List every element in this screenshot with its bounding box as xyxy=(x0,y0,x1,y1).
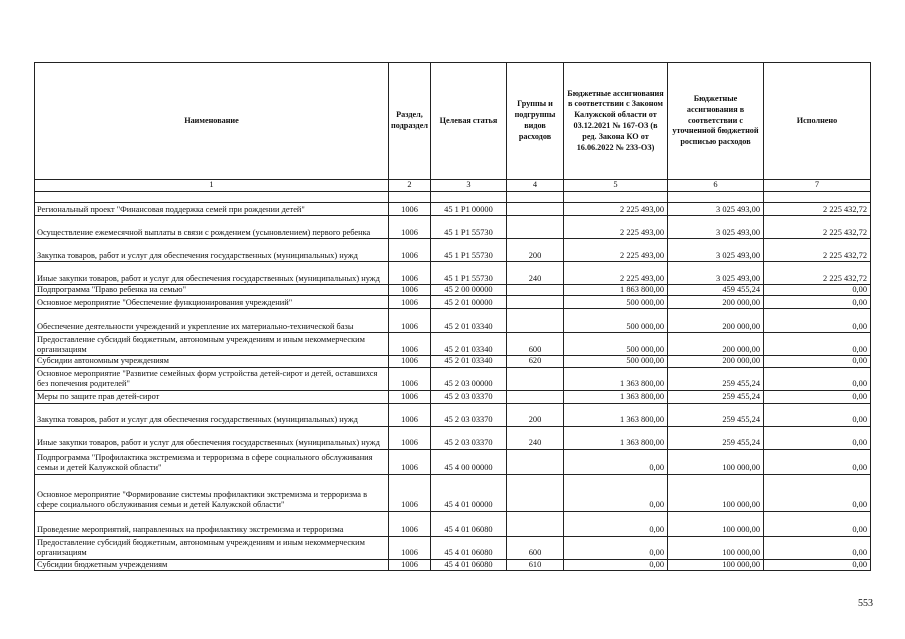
table-row xyxy=(35,367,871,390)
cell-law-allocation: 0,00 xyxy=(564,536,668,559)
cell-target: 45 4 00 00000 xyxy=(431,449,507,474)
cell-target: 45 2 01 03340 xyxy=(431,309,507,333)
spacer-cell xyxy=(564,192,668,203)
table-row xyxy=(35,296,871,309)
cell-group xyxy=(507,285,564,296)
cell-target: 45 4 01 00000 xyxy=(431,474,507,511)
cell-refined-allocation: 3 025 493,00 xyxy=(668,262,764,285)
spacer-cell xyxy=(668,192,764,203)
cell-section: 1006 xyxy=(389,511,431,536)
cell-refined-allocation: 100 000,00 xyxy=(668,559,764,570)
table-row xyxy=(35,449,871,474)
table-row xyxy=(35,203,871,216)
cell-group: 620 xyxy=(507,356,564,367)
cell-name: Осуществление ежемесячной выплаты в связи с рождением (усыновлением) первого ребенка xyxy=(35,216,389,239)
header-refined-allocation: Бюджетные ассигнования в соответствии с уточненной бюджетной росписью расходов xyxy=(668,63,764,180)
cell-name: Основное мероприятие "Развитие семейных форм устройства детей-сирот и детей, оставшихся без попечения родителей" xyxy=(35,367,389,390)
cell-target: 45 1 P1 55730 xyxy=(431,262,507,285)
table-row xyxy=(35,262,871,285)
cell-group xyxy=(507,390,564,403)
cell-target: 45 2 00 00000 xyxy=(431,285,507,296)
cell-section: 1006 xyxy=(389,309,431,333)
cell-refined-allocation: 259 455,24 xyxy=(668,403,764,426)
spacer-cell xyxy=(431,192,507,203)
cell-name: Закупка товаров, работ и услуг для обеспечения государственных (муниципальных) нужд xyxy=(35,403,389,426)
cell-refined-allocation: 3 025 493,00 xyxy=(668,216,764,239)
cell-name: Основное мероприятие "Формирование системы профилактики экстремизма и терроризма в сфере социального обслуживания семьи и детей Калужской области" xyxy=(35,474,389,511)
cell-target: 45 1 P1 55730 xyxy=(431,239,507,262)
cell-refined-allocation: 100 000,00 xyxy=(668,449,764,474)
cell-name: Иные закупки товаров, работ и услуг для обеспечения государственных (муниципальных) нужд xyxy=(35,262,389,285)
cell-name: Иные закупки товаров, работ и услуг для обеспечения государственных (муниципальных) нужд xyxy=(35,426,389,449)
cell-executed: 0,00 xyxy=(764,511,871,536)
table-row xyxy=(35,536,871,559)
cell-name: Региональный проект "Финансовая поддержка семей при рождении детей" xyxy=(35,203,389,216)
cell-refined-allocation: 3 025 493,00 xyxy=(668,203,764,216)
column-number: 3 xyxy=(431,180,507,192)
cell-law-allocation: 500 000,00 xyxy=(564,309,668,333)
spacer-cell xyxy=(35,192,389,203)
cell-executed: 0,00 xyxy=(764,474,871,511)
cell-target: 45 2 03 00000 xyxy=(431,367,507,390)
cell-refined-allocation: 200 000,00 xyxy=(668,296,764,309)
cell-name: Подпрограмма "Право ребенка на семью" xyxy=(35,285,389,296)
cell-law-allocation: 1 863 800,00 xyxy=(564,285,668,296)
spacer-cell xyxy=(764,192,871,203)
cell-law-allocation: 500 000,00 xyxy=(564,333,668,356)
cell-section: 1006 xyxy=(389,239,431,262)
cell-executed: 0,00 xyxy=(764,333,871,356)
cell-target: 45 2 01 03340 xyxy=(431,333,507,356)
cell-target: 45 1 P1 55730 xyxy=(431,216,507,239)
cell-law-allocation: 2 225 493,00 xyxy=(564,239,668,262)
spacer-cell xyxy=(389,192,431,203)
cell-executed: 0,00 xyxy=(764,390,871,403)
cell-law-allocation: 1 363 800,00 xyxy=(564,403,668,426)
cell-refined-allocation: 259 455,24 xyxy=(668,390,764,403)
cell-target: 45 2 03 03370 xyxy=(431,403,507,426)
column-number: 7 xyxy=(764,180,871,192)
cell-executed: 0,00 xyxy=(764,296,871,309)
column-number: 2 xyxy=(389,180,431,192)
cell-law-allocation: 0,00 xyxy=(564,449,668,474)
column-number-row xyxy=(35,180,871,192)
table-row xyxy=(35,426,871,449)
cell-name: Подпрограмма "Профилактика экстремизма и терроризма в сфере социального обслуживания семьи и детей Калужской области" xyxy=(35,449,389,474)
cell-law-allocation: 0,00 xyxy=(564,559,668,570)
cell-target: 45 1 P1 00000 xyxy=(431,203,507,216)
cell-refined-allocation: 259 455,24 xyxy=(668,426,764,449)
table-row xyxy=(35,356,871,367)
table-row xyxy=(35,559,871,570)
table-row xyxy=(35,333,871,356)
budget-table xyxy=(34,62,871,571)
header-target: Целевая статья xyxy=(431,63,507,180)
cell-section: 1006 xyxy=(389,216,431,239)
cell-section: 1006 xyxy=(389,390,431,403)
cell-target: 45 2 03 03370 xyxy=(431,390,507,403)
cell-section: 1006 xyxy=(389,296,431,309)
cell-law-allocation: 1 363 800,00 xyxy=(564,426,668,449)
cell-group xyxy=(507,216,564,239)
cell-refined-allocation: 459 455,24 xyxy=(668,285,764,296)
cell-refined-allocation: 100 000,00 xyxy=(668,536,764,559)
header-section: Раздел, подраздел xyxy=(389,63,431,180)
header-name: Наименование xyxy=(35,63,389,180)
cell-section: 1006 xyxy=(389,449,431,474)
cell-executed: 0,00 xyxy=(764,367,871,390)
cell-law-allocation: 500 000,00 xyxy=(564,296,668,309)
cell-executed: 0,00 xyxy=(764,536,871,559)
cell-law-allocation: 2 225 493,00 xyxy=(564,262,668,285)
cell-group xyxy=(507,449,564,474)
cell-target: 45 4 01 06080 xyxy=(431,536,507,559)
table-row xyxy=(35,390,871,403)
table-row xyxy=(35,216,871,239)
cell-group: 600 xyxy=(507,536,564,559)
cell-group: 200 xyxy=(507,403,564,426)
cell-refined-allocation: 3 025 493,00 xyxy=(668,239,764,262)
cell-section: 1006 xyxy=(389,285,431,296)
cell-section: 1006 xyxy=(389,262,431,285)
cell-refined-allocation: 259 455,24 xyxy=(668,367,764,390)
cell-group: 600 xyxy=(507,333,564,356)
cell-refined-allocation: 100 000,00 xyxy=(668,474,764,511)
cell-section: 1006 xyxy=(389,203,431,216)
cell-executed: 0,00 xyxy=(764,559,871,570)
cell-section: 1006 xyxy=(389,536,431,559)
header-law-allocation: Бюджетные ассигнования в соответствии с Законом Калужской области от 03.12.2021 № 167-ОЗ (в ред. Закона КО от 16.06.2022 № 233-ОЗ) xyxy=(564,63,668,180)
cell-law-allocation: 1 363 800,00 xyxy=(564,367,668,390)
cell-group: 240 xyxy=(507,426,564,449)
cell-law-allocation: 500 000,00 xyxy=(564,356,668,367)
cell-law-allocation: 2 225 493,00 xyxy=(564,203,668,216)
cell-name: Обеспечение деятельности учреждений и укрепление их материально-технической базы xyxy=(35,309,389,333)
cell-executed: 0,00 xyxy=(764,285,871,296)
table-row xyxy=(35,474,871,511)
cell-section: 1006 xyxy=(389,403,431,426)
cell-group: 610 xyxy=(507,559,564,570)
cell-target: 45 2 01 00000 xyxy=(431,296,507,309)
cell-executed: 0,00 xyxy=(764,449,871,474)
cell-refined-allocation: 200 000,00 xyxy=(668,356,764,367)
column-number: 1 xyxy=(35,180,389,192)
cell-group xyxy=(507,309,564,333)
cell-law-allocation: 2 225 493,00 xyxy=(564,216,668,239)
cell-name: Основное мероприятие "Обеспечение функционирования учреждений" xyxy=(35,296,389,309)
cell-group xyxy=(507,474,564,511)
cell-executed: 0,00 xyxy=(764,403,871,426)
cell-law-allocation: 0,00 xyxy=(564,474,668,511)
table-row xyxy=(35,239,871,262)
cell-name: Субсидии бюджетным учреждениям xyxy=(35,559,389,570)
cell-section: 1006 xyxy=(389,367,431,390)
cell-section: 1006 xyxy=(389,356,431,367)
cell-executed: 0,00 xyxy=(764,356,871,367)
header-row xyxy=(35,63,871,180)
cell-law-allocation: 1 363 800,00 xyxy=(564,390,668,403)
budget-document xyxy=(34,62,871,571)
cell-name: Предоставление субсидий бюджетным, автономным учреждениям и иным некоммерческим организациям xyxy=(35,536,389,559)
column-number: 4 xyxy=(507,180,564,192)
cell-executed: 2 225 432,72 xyxy=(764,216,871,239)
header-executed: Исполнено xyxy=(764,63,871,180)
cell-group: 240 xyxy=(507,262,564,285)
cell-name: Субсидии автономным учреждениям xyxy=(35,356,389,367)
cell-name: Закупка товаров, работ и услуг для обеспечения государственных (муниципальных) нужд xyxy=(35,239,389,262)
cell-section: 1006 xyxy=(389,474,431,511)
cell-group xyxy=(507,296,564,309)
cell-section: 1006 xyxy=(389,559,431,570)
cell-target: 45 4 01 06080 xyxy=(431,559,507,570)
cell-executed: 2 225 432,72 xyxy=(764,262,871,285)
header-groups: Группы и подгруппы видов расходов xyxy=(507,63,564,180)
cell-executed: 2 225 432,72 xyxy=(764,203,871,216)
cell-group xyxy=(507,367,564,390)
cell-target: 45 2 03 03370 xyxy=(431,426,507,449)
page-number: 553 xyxy=(858,598,873,609)
cell-section: 1006 xyxy=(389,426,431,449)
cell-refined-allocation: 200 000,00 xyxy=(668,333,764,356)
table-row xyxy=(35,511,871,536)
cell-target: 45 2 01 03340 xyxy=(431,356,507,367)
table-row xyxy=(35,403,871,426)
table-row xyxy=(35,309,871,333)
table-row xyxy=(35,285,871,296)
spacer-cell xyxy=(507,192,564,203)
cell-group xyxy=(507,203,564,216)
cell-executed: 0,00 xyxy=(764,426,871,449)
cell-refined-allocation: 100 000,00 xyxy=(668,511,764,536)
cell-executed: 0,00 xyxy=(764,309,871,333)
cell-group: 200 xyxy=(507,239,564,262)
column-number: 5 xyxy=(564,180,668,192)
spacer-row xyxy=(35,192,871,203)
column-number: 6 xyxy=(668,180,764,192)
cell-target: 45 4 01 06080 xyxy=(431,511,507,536)
cell-section: 1006 xyxy=(389,333,431,356)
cell-group xyxy=(507,511,564,536)
cell-name: Меры по защите прав детей-сирот xyxy=(35,390,389,403)
cell-name: Предоставление субсидий бюджетным, автономным учреждениям и иным некоммерческим организациям xyxy=(35,333,389,356)
cell-name: Проведение мероприятий, направленных на профилактику экстремизма и терроризма xyxy=(35,511,389,536)
cell-law-allocation: 0,00 xyxy=(564,511,668,536)
cell-executed: 2 225 432,72 xyxy=(764,239,871,262)
cell-refined-allocation: 200 000,00 xyxy=(668,309,764,333)
